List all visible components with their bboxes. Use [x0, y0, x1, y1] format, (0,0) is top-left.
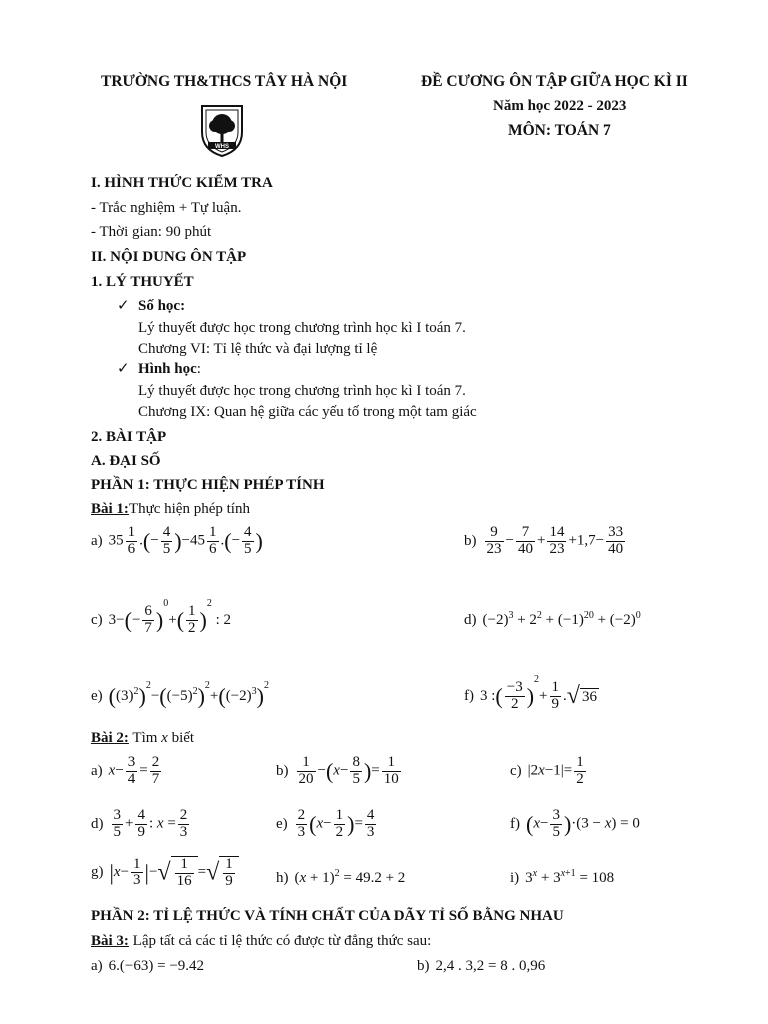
exercise-2c: c) |2x−1|= $\frac{1}{2}$: [510, 754, 584, 787]
section-2-title: II. NỘI DUNG ÔN TẬP: [91, 249, 247, 265]
exercise-1a: a) 35 $\frac{1}{6}$ .(− $\frac{4}{5}$ )−45 $\frac{1}{6}$ .(− $\frac{4}{5}$ ): [91, 524, 263, 557]
exercise-1-text: Thực hiện phép tính: [128, 501, 250, 517]
exercise-1f: f) 3 :( $\frac{-3}{2}$ )$^2$+ $\frac{1}{9}$ .√ 36: [464, 674, 597, 713]
theory-title: 1. LÝ THUYẾT: [91, 274, 194, 290]
section-1-title: I. HÌNH THỨC KIỂM TRA: [91, 175, 273, 191]
subject: MÔN: TOÁN 7: [508, 122, 611, 139]
exercise-2i: i) $3^x + 3^{x+1} = 108$: [510, 868, 615, 886]
school-name: TRƯỜNG TH&THCS TÂY HÀ NỘI: [101, 73, 348, 90]
exercise-2-label: Bài 2:: [91, 730, 129, 746]
exercise-1-heading: [91, 501, 250, 518]
exam-format-line: - Trắc nghiệm + Tự luận.: [91, 200, 242, 216]
exercise-1-label: Bài 1:: [91, 501, 129, 517]
logo-text: WHS: [215, 144, 229, 150]
exercise-2g: g) |x− $\frac{1}{3}$ |−√ $\frac{1}{16}$ =√ $\frac{1}{9}$: [91, 856, 239, 890]
exercise-3b: b) 2,4 . 3,2 = 8 . 0,96: [417, 958, 546, 974]
exercise-2b: b) $\frac{1}{20}$ −(x− $\frac{8}{5}$ )= $\frac{1}{10}$: [276, 754, 399, 787]
geometry-heading: Hình học:: [138, 361, 201, 377]
exercise-1d: d) $(-2)^3 + 2^2 + (-1)^{20} + (-2)^0$: [464, 610, 641, 628]
exercise-1c: c) 3−(− $\frac{6}{7}$ )$^0$+( $\frac{1}{2}$ )$^2$ : 2: [91, 598, 232, 637]
exercise-2d: d) $\frac{3}{5}$ + $\frac{4}{9}$ : x = $\frac{2}{3}$: [91, 807, 188, 840]
exercise-2h: h) $(x + 1)^2 = 49.2 + 2$: [276, 868, 406, 886]
checkmark-icon: ✓: [117, 359, 130, 377]
exercise-2e: e) $\frac{2}{3}$ (x− $\frac{1}{2}$ )= $\frac{4}{3}$: [276, 807, 375, 840]
document-title: ĐỀ CƯƠNG ÔN TẬP GIỮA HỌC KÌ II: [421, 73, 688, 90]
exercise-2f: f) (x− $\frac{3}{5}$ )·(3 − x) = 0: [510, 807, 640, 840]
arithmetic-line-1: Lý thuyết được học trong chương trình học kì I toán 7.: [138, 320, 466, 336]
school-logo: [198, 102, 246, 158]
exercise-1e: e) $((3)^2)^2-((-5)^2)^2+((-2)^3)^2$: [91, 680, 269, 709]
exercise-3-heading: [91, 933, 431, 950]
school-year: Năm học 2022 - 2023: [493, 98, 627, 114]
exercise-2-heading: Bài 2: Tìm x biết: [91, 730, 195, 746]
exercise-3a: a) 6.(−63) = −9.42: [91, 958, 205, 974]
geometry-line-1: Lý thuyết được học trong chương trình học kì I toán 7.: [138, 383, 466, 399]
exercise-3-label: Bài 3:: [91, 933, 129, 949]
part-2-title: PHẦN 2: TỈ LỆ THỨC VÀ TÍNH CHẤT CỦA DÃY TỈ SỐ BẰNG NHAU: [91, 908, 564, 924]
exercises-title: 2. BÀI TẬP: [91, 429, 167, 445]
geometry-line-2: Chương IX: Quan hệ giữa các yếu tố trong một tam giác: [138, 404, 477, 420]
part-1-title: PHẦN 1: THỰC HIỆN PHÉP TÍNH: [91, 477, 325, 493]
geometry-heading-text: Hình học: [138, 361, 197, 377]
algebra-title: A. ĐẠI SỐ: [91, 453, 161, 469]
arithmetic-line-2: Chương VI: Tỉ lệ thức và đại lượng tỉ lệ: [138, 341, 378, 357]
exercise-2a: a) x− $\frac{3}{4}$ = $\frac{2}{7}$: [91, 754, 160, 787]
exercise-1b: b) $\frac{9}{23}$ − $\frac{7}{40}$ + $\frac{14}{23}$ +1,7− $\frac{33}{40}$: [464, 524, 624, 557]
exercise-3-text: Lập tất cả các tỉ lệ thức có được từ đẳng thức sau:: [132, 933, 432, 949]
arithmetic-heading: Số học:: [138, 298, 186, 314]
checkmark-icon: ✓: [117, 296, 130, 314]
exam-duration-line: - Thời gian: 90 phút: [91, 224, 212, 240]
